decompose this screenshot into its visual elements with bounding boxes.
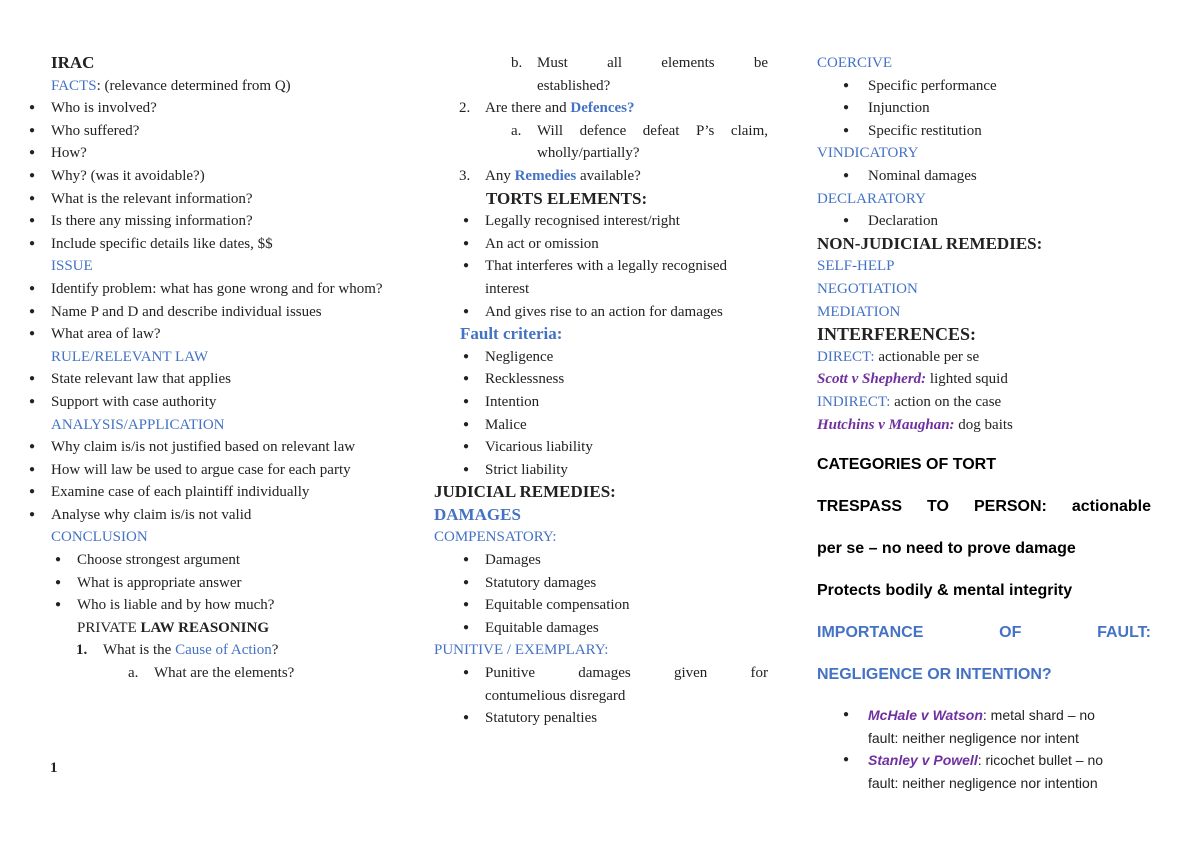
direct-label: DIRECT: xyxy=(817,348,875,365)
number: 2. xyxy=(459,100,471,117)
self-help-label: SELF-HELP xyxy=(817,258,895,275)
torts-heading: TORTS ELEMENTS: xyxy=(486,188,648,208)
list-item: ● What is appropriate answer xyxy=(26,572,386,595)
text: actionable per se xyxy=(874,348,980,365)
numbered-item xyxy=(434,165,768,188)
continuation: contumelious disregard xyxy=(485,687,626,704)
importance-line-1: IMPORTANCE OF FAULT: xyxy=(817,624,1151,642)
sub-item xyxy=(26,662,386,685)
punitive-label: PUNITIVE / EXEMPLARY: xyxy=(434,642,609,659)
case-name: Stanley v Powell xyxy=(868,752,978,769)
text: Are there and xyxy=(485,100,571,117)
column-3 xyxy=(817,52,1151,794)
list-item: ● Examine case of each plaintiff individually xyxy=(26,481,386,504)
list-item: ● Support with case authority xyxy=(26,391,386,414)
trespass-line-1: TRESPASS TO PERSON: actionable xyxy=(817,498,1151,516)
list-item: ● Identify problem: what has gone wrong and for whom? xyxy=(26,278,386,301)
sub-item xyxy=(434,120,768,143)
case-name: McHale v Watson xyxy=(868,707,983,724)
text: available? xyxy=(576,167,641,184)
list-item: ● Nominal damages xyxy=(817,165,1151,188)
list-item: ● Equitable damages xyxy=(434,617,768,640)
judicial-heading: JUDICIAL REMEDIES: xyxy=(434,482,616,502)
hutchins-line xyxy=(817,414,1151,437)
list-item: ● What area of law? xyxy=(26,323,386,346)
scott-line xyxy=(817,368,1151,391)
list-item: ● Choose strongest argument xyxy=(26,549,386,572)
number: 1. xyxy=(76,642,88,659)
declaratory-label: DECLARATORY xyxy=(817,190,926,207)
list-item: ● Damages xyxy=(434,549,768,572)
list-item: ● Statutory penalties xyxy=(434,707,768,730)
facts-label: FACTS xyxy=(51,77,97,94)
importance-line-2: NEGLIGENCE OR INTENTION? xyxy=(817,666,1052,684)
law-reasoning-word: LAW REASONING xyxy=(140,619,270,636)
list-item: ● Equitable compensation xyxy=(434,594,768,617)
text: lighted squid xyxy=(926,371,1008,388)
continuation: wholly/partially? xyxy=(537,145,640,162)
list-item: ● What is the relevant information? xyxy=(26,188,386,211)
number: 3. xyxy=(459,167,471,184)
letter: a. xyxy=(511,122,522,139)
list-item: ● Is there any missing information? xyxy=(26,210,386,233)
text: ? xyxy=(271,642,279,659)
list-item: ● Why claim is/is not justified based on relevant law xyxy=(26,436,386,459)
list-item: ● Who is involved? xyxy=(26,97,386,120)
indirect-line xyxy=(817,391,1151,414)
list-item: ● Malice xyxy=(434,414,768,437)
list-item: ● Intention xyxy=(434,391,768,414)
list-item: ● Punitive damages given for xyxy=(434,662,768,685)
private-law-heading xyxy=(26,617,386,640)
list-item: ● State relevant law that applies xyxy=(26,368,386,391)
coercive-label: COERCIVE xyxy=(817,55,892,71)
list-item: ● That interferes with a legally recognised interest xyxy=(434,255,768,300)
list-item: ● Analyse why claim is/is not valid xyxy=(26,504,386,527)
column-2 xyxy=(434,52,768,730)
stanley-item xyxy=(817,749,1151,772)
list-item: ● And gives rise to an action for damages xyxy=(434,301,768,324)
continuation: fault: neither negligence nor intent xyxy=(868,729,1079,746)
vindicatory-label: VINDICATORY xyxy=(817,145,919,162)
list-item: ● Who suffered? xyxy=(26,120,386,143)
analysis-label: ANALYSIS/APPLICATION xyxy=(51,416,225,433)
list-item: ● Specific restitution xyxy=(817,120,1151,143)
negotiation-label: NEGOTIATION xyxy=(817,280,918,297)
trespass-line-2: per se – no need to prove damage xyxy=(817,540,1076,558)
letter: b. xyxy=(511,55,523,71)
facts-note: : (relevance determined from Q) xyxy=(96,77,291,94)
list-item: ● Injunction xyxy=(817,97,1151,120)
rule-label: RULE/RELEVANT LAW xyxy=(51,348,208,365)
text: Must all elements be xyxy=(537,55,768,71)
numbered-item xyxy=(26,639,386,662)
continuation: established? xyxy=(537,77,611,94)
list-item: ● Who is liable and by how much? xyxy=(26,594,386,617)
list-item: ● Statutory damages xyxy=(434,572,768,595)
text: Will defence defeat P’s claim, xyxy=(537,122,768,139)
categories-heading: CATEGORIES OF TORT xyxy=(817,456,996,474)
protects-line: Protects bodily & mental integrity xyxy=(817,582,1073,600)
damages-heading: DAMAGES xyxy=(434,504,521,524)
direct-line xyxy=(817,346,1151,369)
case-name: Scott v Shepherd: xyxy=(817,371,927,388)
private-word: PRIVATE xyxy=(77,619,141,636)
mchale-item xyxy=(817,704,1151,727)
text: Any xyxy=(485,167,515,184)
text: What are the elements? xyxy=(154,665,295,682)
page-number: 1 xyxy=(50,760,58,776)
continuation: fault: neither negligence nor intention xyxy=(868,774,1098,791)
list-item: ● How? xyxy=(26,142,386,165)
interferences-heading: INTERFERENCES: xyxy=(817,324,977,345)
irac-heading: IRAC xyxy=(51,53,95,72)
numbered-item xyxy=(434,97,768,120)
sub-item xyxy=(434,52,768,75)
text: What is the xyxy=(103,642,176,659)
list-item: ● Legally recognised interest/right xyxy=(434,210,768,233)
non-judicial-heading: NON-JUDICIAL REMEDIES: xyxy=(817,233,1043,253)
list-item: ● Vicarious liability xyxy=(434,436,768,459)
defences-key: Defences? xyxy=(570,100,635,117)
text: : ricochet bullet – no xyxy=(977,752,1104,769)
issue-label: ISSUE xyxy=(51,258,93,275)
list-item: ● Strict liability xyxy=(434,459,768,482)
mediation-label: MEDIATION xyxy=(817,303,901,320)
list-item: ● Negligence xyxy=(434,346,768,369)
letter: a. xyxy=(128,665,139,682)
text: dog baits xyxy=(954,416,1013,433)
list-item: ● Name P and D and describe individual issues xyxy=(26,301,386,324)
text: : metal shard – no xyxy=(982,707,1095,724)
list-item: ● Include specific details like dates, $$ xyxy=(26,233,386,256)
remedies-key: Remedies xyxy=(514,167,577,184)
facts-line xyxy=(26,75,386,98)
fault-heading: Fault criteria: xyxy=(460,324,563,344)
column-1 xyxy=(26,52,386,685)
list-item: ● An act or omission xyxy=(434,233,768,256)
compensatory-label: COMPENSATORY: xyxy=(434,529,557,546)
list-item: ● How will law be used to argue case for each party xyxy=(26,459,386,482)
text: action on the case xyxy=(890,393,1002,410)
indirect-label: INDIRECT: xyxy=(817,393,891,410)
list-item: ● Recklessness xyxy=(434,368,768,391)
list-item: ● Specific performance xyxy=(817,75,1151,98)
list-item: ● Declaration xyxy=(817,210,1151,233)
case-name: Hutchins v Maughan: xyxy=(817,416,955,433)
cause-of-action-key: Cause of Action xyxy=(175,642,272,659)
conclusion-label: CONCLUSION xyxy=(51,529,148,546)
list-item: ● Why? (was it avoidable?) xyxy=(26,165,386,188)
